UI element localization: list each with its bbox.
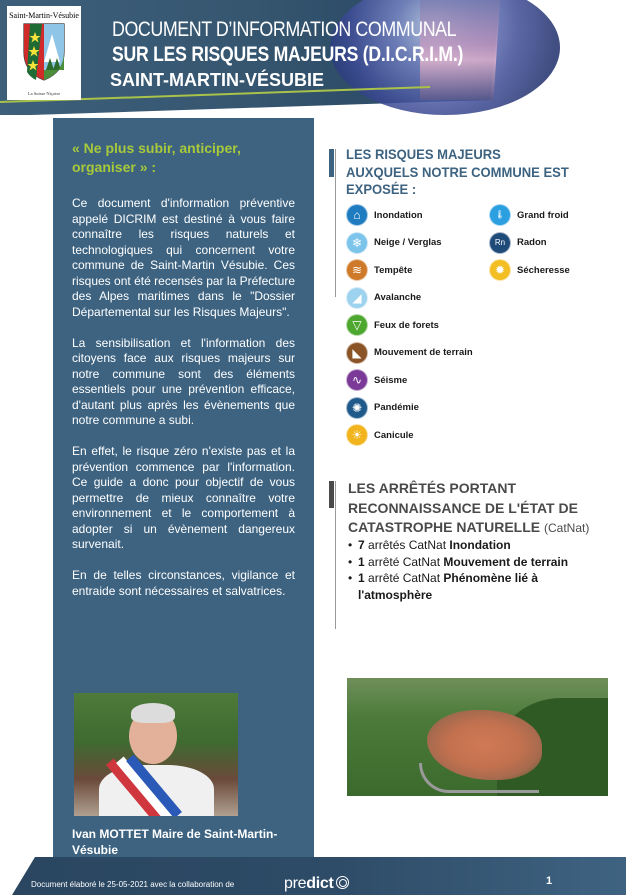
risk-label: Canicule	[374, 429, 414, 441]
risk-label: Pandémie	[374, 402, 419, 413]
forest-fire-icon: ▽	[346, 314, 368, 336]
catnat-section-title	[348, 479, 618, 539]
risk-item	[489, 231, 547, 255]
tornado-icon: ≋	[346, 259, 368, 281]
risk-label: Mouvement de terrain	[374, 347, 473, 358]
risk-item	[346, 341, 473, 365]
risk-label: Neige / Verglas	[374, 237, 442, 248]
risk-label: Sécheresse	[517, 264, 570, 276]
section-divider	[335, 149, 336, 297]
risk-item	[346, 231, 442, 255]
catnat-item: • 1 arrêté CatNat Phénomène lié à l'atmosphère	[346, 570, 596, 603]
catnat-item: • 7 arrêtés CatNat Inondation	[346, 537, 596, 554]
document-title-line2: SUR LES RISQUES MAJEURS (D.I.C.R.I.M.)	[112, 43, 464, 66]
section-marker	[329, 149, 334, 177]
risk-item	[346, 258, 412, 282]
risk-item	[346, 368, 407, 392]
risk-label: Avalanche	[374, 292, 422, 303]
risk-label: Séisme	[374, 374, 408, 386]
landslide-icon: ◣	[346, 342, 368, 364]
risks-section-title: LES RISQUES MAJEURS AUXQUELS NOTRE COMMUNE EST EXPOSÉE :	[346, 146, 569, 197]
snowflake-icon: ❄	[346, 232, 368, 254]
risk-item	[346, 313, 439, 337]
footer-credit: Document élaboré le 25-05-2021 avec la collaboration de	[31, 880, 235, 889]
heatwave-icon: ☀	[346, 424, 368, 446]
risk-item	[346, 203, 423, 227]
catnat-title-suffix: (CatNat)	[544, 521, 590, 535]
section-divider	[335, 481, 336, 629]
thermometer-icon: 🌡	[489, 204, 511, 226]
risk-label: Grand froid	[517, 209, 569, 221]
flood-icon: ⌂	[346, 204, 368, 226]
catnat-title-text: LES ARRÊTÉS PORTANT RECONNAISSANCE DE L'ÉTAT DE CATASTROPHE NATURELLE	[348, 480, 578, 535]
intro-paragraph: En effet, le risque zéro n'existe pas et la prévention commence par l'information. Ce guide a donc pour objectif de vous permettre de mieux connaître votre environnement et le comportement à adopter si un évènement dangereux survenait.	[72, 444, 295, 551]
page-number: 1	[546, 875, 553, 887]
risk-label: Inondation	[374, 209, 423, 221]
risk-item	[489, 203, 569, 227]
risk-item	[489, 258, 570, 282]
mayor-caption: Ivan MOTTET Maire de Saint-Martin-Vésubie	[72, 827, 278, 857]
catnat-item: • 1 arrêté CatNat Mouvement de terrain	[346, 554, 596, 571]
catnat-list	[346, 537, 596, 603]
pandemic-icon: ✺	[346, 397, 368, 419]
earthquake-icon: ∿	[346, 369, 368, 391]
intro-text	[72, 196, 295, 615]
commune-name: SAINT-MARTIN-VÉSUBIE	[110, 70, 325, 90]
avalanche-icon: ◢	[346, 287, 368, 309]
section-marker	[329, 481, 334, 508]
intro-paragraph: La sensibilisation et l'information des citoyens face aux risques majeurs sur notre commune sont des éléments essentiels pour une prévention efficace, d'autant plus après les évènements que notre commune a subi.	[72, 335, 295, 427]
logo-name: Saint-Martin-Vésubie	[9, 11, 79, 20]
document-title-line1: DOCUMENT D’INFORMATION COMMUNAL	[112, 18, 457, 41]
motto-quote: « Ne plus subir, anticiper, organiser » :	[72, 140, 241, 175]
village-aerial-photo	[347, 678, 608, 796]
intro-paragraph: Ce document d'information préventive appelé DICRIM est destiné à vous faire connaître les risques naturels et technologiques qui concernent votre commune de Saint-Martin Vésubie. Ces risques ont été recensés par la Préfecture des Alpes maritimes dans le "Dossier Départemental sur les Risques Majeurs".	[72, 196, 295, 319]
coat-of-arms-icon	[22, 22, 66, 82]
risk-item	[346, 286, 421, 310]
spiral-icon	[336, 876, 349, 889]
intro-paragraph: En de telles circonstances, vigilance et entraide sont nécessaires et salvatrices.	[72, 568, 295, 598]
logo-motto: La Suisse Niçoise	[27, 91, 61, 96]
mayor-photo	[74, 693, 238, 816]
risk-item	[346, 396, 419, 420]
drought-icon: ✹	[489, 259, 511, 281]
risk-label: Radon	[517, 237, 547, 248]
risk-label: Tempête	[374, 264, 413, 276]
predict-logo: predict	[284, 875, 349, 893]
radon-icon: Rn	[489, 232, 511, 254]
commune-logo	[7, 6, 81, 100]
risk-item	[346, 423, 414, 447]
risk-label: Feux de forets	[374, 319, 439, 331]
